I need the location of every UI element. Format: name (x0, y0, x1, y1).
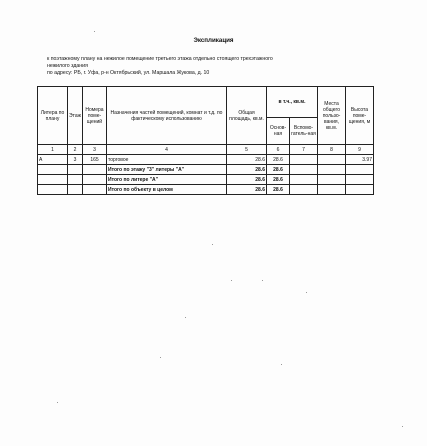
cell-common (318, 155, 346, 165)
scan-speck (306, 292, 307, 293)
total-area: 28.6 (227, 175, 267, 185)
column-number-row (38, 145, 374, 155)
scan-speck (262, 280, 263, 281)
subtitle-line-2: нежилого здания (47, 62, 88, 69)
cell-room-no: 165 (83, 155, 107, 165)
total-label: Итого по объекту в целом (107, 185, 227, 195)
address-line: по адресу: РБ, г. Уфа, р-н Октябрьский, ул. Маршала Жукова, д. 10 (47, 70, 210, 76)
total-label: Итого по этажу "3" литеры "А" (107, 165, 227, 175)
header-purpose: Назначения частей помещений, комнат и т.д. по фактическому использованию (107, 87, 227, 145)
header-main: Основ-ная (267, 118, 290, 145)
subtitle-line-1: к поэтажному плану на нежилое помещение третьего этажа отдельно стоящего трехэтажного (47, 56, 273, 62)
header-liter: Литера по плану (38, 87, 68, 145)
total-main: 28.6 (267, 185, 290, 195)
total-area: 28.6 (227, 185, 267, 195)
col-number: 4 (107, 145, 227, 155)
header-aux: Вспомо-гатель-ная (290, 118, 318, 145)
scan-speck (94, 31, 95, 32)
col-number: 5 (227, 145, 267, 155)
col-number: 2 (68, 145, 83, 155)
explication-table (37, 86, 374, 195)
total-main: 28.6 (267, 175, 290, 185)
table-row (38, 155, 374, 165)
cell-height: 3.97 (346, 155, 374, 165)
scan-speck (231, 280, 232, 281)
header-room-no: Номера поме-щений (83, 87, 107, 145)
total-row (38, 175, 374, 185)
total-main: 28.6 (267, 165, 290, 175)
cell-liter: А (38, 155, 68, 165)
header-floor: Этаж (68, 87, 83, 145)
total-row (38, 165, 374, 175)
cell-floor: 3 (68, 155, 83, 165)
document-title: Экспликация (193, 37, 234, 44)
document-subtitle (47, 56, 377, 69)
cell-aux (290, 155, 318, 165)
header-incl: в т.ч., кв.м. (267, 87, 318, 118)
col-number: 3 (83, 145, 107, 155)
header-height: Высота поме-щения, м (346, 87, 374, 145)
total-row (38, 185, 374, 195)
scan-speck (57, 402, 58, 403)
cell-main: 28.6 (267, 155, 290, 165)
header-total-area: Общая площадь, кв.м. (227, 87, 267, 145)
col-number: 1 (38, 145, 68, 155)
scan-speck (281, 364, 282, 365)
col-number: 6 (267, 145, 290, 155)
total-label: Итого по литере "А" (107, 175, 227, 185)
scan-speck (402, 426, 403, 427)
cell-total-area: 28.6 (227, 155, 267, 165)
header-row-1 (38, 87, 374, 118)
total-area: 28.6 (227, 165, 267, 175)
col-number: 7 (290, 145, 318, 155)
scan-speck (185, 317, 186, 318)
header-common: Места общего пользо-вания, кв.м. (318, 87, 346, 145)
col-number: 9 (346, 145, 374, 155)
col-number: 8 (318, 145, 346, 155)
cell-purpose: торговое (107, 155, 227, 165)
scan-speck (212, 244, 213, 245)
scan-speck (160, 357, 161, 358)
